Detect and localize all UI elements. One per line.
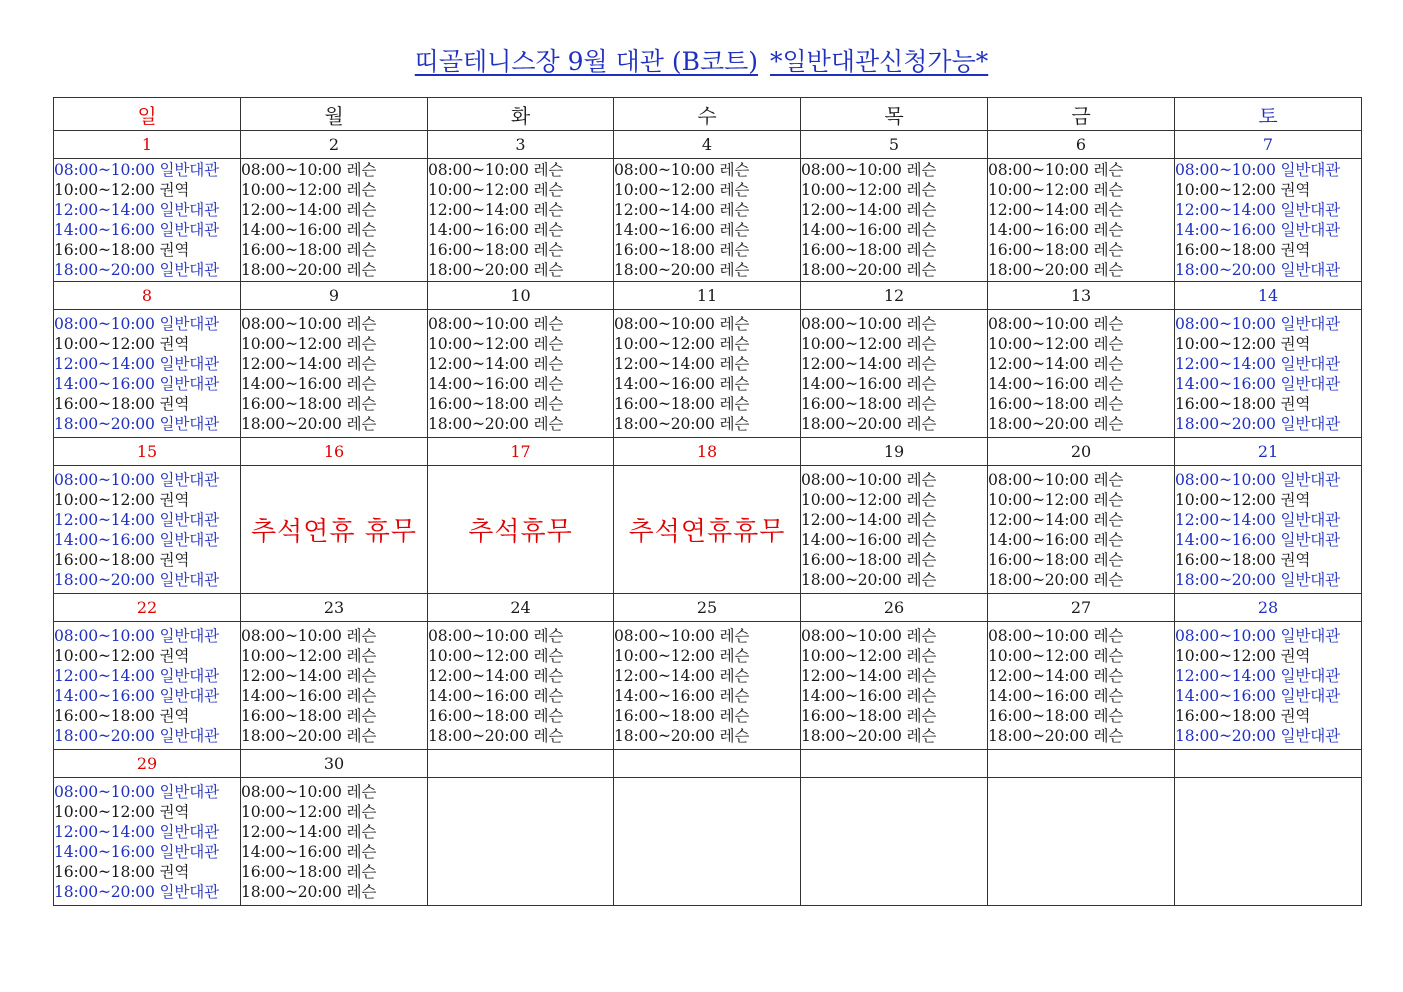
time-slot: 08:00~10:00 일반대관 [1175, 626, 1340, 645]
empty-cell [614, 778, 801, 906]
time-slot: 10:00~12:00 레슨 [988, 646, 1124, 665]
time-slot: 18:00~20:00 레슨 [988, 261, 1124, 279]
time-slot: 16:00~18:00 권역 [54, 394, 190, 413]
schedule-row [54, 778, 1362, 906]
time-slot: 08:00~10:00 레슨 [614, 161, 750, 179]
page-title [0, 42, 1403, 78]
time-slot: 16:00~18:00 권역 [1175, 706, 1311, 725]
date-number: 17 [428, 438, 614, 466]
time-slot: 12:00~14:00 일반대관 [1175, 201, 1340, 219]
schedule-cell [988, 466, 1175, 594]
time-slot: 12:00~14:00 일반대관 [54, 354, 219, 373]
time-slot: 08:00~10:00 일반대관 [1175, 161, 1340, 179]
date-number: 23 [241, 594, 428, 622]
time-slot: 18:00~20:00 일반대관 [54, 882, 219, 901]
date-number: 14 [1175, 282, 1362, 310]
time-slot: 12:00~14:00 레슨 [428, 354, 564, 373]
time-slot: 14:00~16:00 일반대관 [54, 686, 219, 705]
time-slot: 18:00~20:00 일반대관 [1175, 414, 1340, 433]
time-slot: 18:00~20:00 일반대관 [54, 726, 219, 745]
time-slot: 12:00~14:00 레슨 [801, 510, 937, 529]
time-slot: 12:00~14:00 레슨 [614, 201, 750, 219]
time-slot: 18:00~20:00 레슨 [614, 414, 750, 433]
date-number: 11 [614, 282, 801, 310]
time-slot: 14:00~16:00 일반대관 [54, 842, 219, 861]
time-slot: 12:00~14:00 레슨 [801, 201, 937, 219]
date-number: 16 [241, 438, 428, 466]
time-slot: 16:00~18:00 레슨 [241, 394, 377, 413]
time-slot: 14:00~16:00 레슨 [988, 374, 1124, 393]
time-slot: 10:00~12:00 레슨 [801, 181, 937, 199]
time-slot: 16:00~18:00 레슨 [614, 394, 750, 413]
time-slot: 12:00~14:00 일반대관 [54, 666, 219, 685]
time-slot: 16:00~18:00 레슨 [988, 241, 1124, 259]
date-number [1175, 750, 1362, 778]
schedule-cell [801, 466, 988, 594]
time-slot: 16:00~18:00 레슨 [241, 241, 377, 259]
time-slot: 10:00~12:00 권역 [54, 181, 190, 199]
time-slot: 14:00~16:00 레슨 [801, 221, 937, 239]
time-slot: 12:00~14:00 일반대관 [54, 510, 219, 529]
time-slot: 18:00~20:00 레슨 [988, 570, 1124, 589]
time-slot: 10:00~12:00 레슨 [988, 181, 1124, 199]
time-slot: 12:00~14:00 레슨 [241, 201, 377, 219]
schedule-cell [428, 159, 614, 282]
weekday-sun: 일 [54, 98, 241, 131]
schedule-row [54, 159, 1362, 282]
time-slot: 10:00~12:00 레슨 [614, 334, 750, 353]
time-slot: 10:00~12:00 레슨 [801, 490, 937, 509]
time-slot: 10:00~12:00 권역 [1175, 181, 1311, 199]
time-slot: 16:00~18:00 레슨 [988, 394, 1124, 413]
time-slot: 10:00~12:00 레슨 [428, 181, 564, 199]
time-slot: 08:00~10:00 레슨 [428, 626, 564, 645]
date-number: 9 [241, 282, 428, 310]
time-slot: 18:00~20:00 레슨 [801, 726, 937, 745]
date-number: 27 [988, 594, 1175, 622]
calendar-table [53, 97, 1362, 906]
time-slot: 16:00~18:00 권역 [54, 241, 190, 259]
time-slot: 18:00~20:00 레슨 [614, 726, 750, 745]
date-number: 20 [988, 438, 1175, 466]
date-number [428, 750, 614, 778]
time-slot: 08:00~10:00 레슨 [241, 161, 377, 179]
date-number [614, 750, 801, 778]
empty-cell [801, 778, 988, 906]
date-number: 15 [54, 438, 241, 466]
time-slot: 10:00~12:00 권역 [1175, 334, 1311, 353]
time-slot: 16:00~18:00 레슨 [801, 394, 937, 413]
time-slot: 08:00~10:00 레슨 [988, 470, 1124, 489]
time-slot: 14:00~16:00 레슨 [801, 530, 937, 549]
time-slot: 12:00~14:00 레슨 [801, 354, 937, 373]
time-slot: 08:00~10:00 레슨 [241, 626, 377, 645]
schedule-cell [988, 159, 1175, 282]
date-number: 28 [1175, 594, 1362, 622]
date-number: 13 [988, 282, 1175, 310]
time-slot: 08:00~10:00 레슨 [428, 314, 564, 333]
time-slot: 14:00~16:00 레슨 [988, 530, 1124, 549]
time-slot: 08:00~10:00 레슨 [988, 161, 1124, 179]
date-number [801, 750, 988, 778]
time-slot: 16:00~18:00 레슨 [614, 241, 750, 259]
time-slot: 08:00~10:00 레슨 [988, 626, 1124, 645]
time-slot: 16:00~18:00 권역 [1175, 394, 1311, 413]
date-number: 1 [54, 131, 241, 159]
date-number: 22 [54, 594, 241, 622]
time-slot: 18:00~20:00 레슨 [428, 414, 564, 433]
schedule-cell [801, 622, 988, 750]
schedule-cell [614, 310, 801, 438]
time-slot: 18:00~20:00 레슨 [801, 261, 937, 279]
time-slot: 08:00~10:00 레슨 [614, 314, 750, 333]
weekday-wed: 수 [614, 98, 801, 131]
time-slot: 08:00~10:00 일반대관 [54, 314, 219, 333]
date-number: 26 [801, 594, 988, 622]
time-slot: 18:00~20:00 레슨 [428, 726, 564, 745]
weekday-header-row [54, 98, 1362, 131]
time-slot: 14:00~16:00 일반대관 [54, 530, 219, 549]
time-slot: 12:00~14:00 일반대관 [54, 822, 219, 841]
weekday-fri: 금 [988, 98, 1175, 131]
schedule-cell [241, 310, 428, 438]
time-slot: 12:00~14:00 레슨 [801, 666, 937, 685]
time-slot: 10:00~12:00 권역 [1175, 646, 1311, 665]
time-slot: 10:00~12:00 권역 [54, 646, 190, 665]
time-slot: 16:00~18:00 레슨 [801, 241, 937, 259]
time-slot: 10:00~12:00 레슨 [614, 646, 750, 665]
time-slot: 18:00~20:00 레슨 [241, 414, 377, 433]
schedule-cell [1175, 466, 1362, 594]
time-slot: 08:00~10:00 일반대관 [54, 161, 219, 179]
time-slot: 10:00~12:00 레슨 [988, 334, 1124, 353]
date-row [54, 438, 1362, 466]
time-slot: 16:00~18:00 레슨 [614, 706, 750, 725]
schedule-cell [241, 159, 428, 282]
time-slot: 14:00~16:00 레슨 [241, 686, 377, 705]
time-slot: 08:00~10:00 레슨 [614, 626, 750, 645]
time-slot: 18:00~20:00 일반대관 [1175, 261, 1340, 279]
time-slot: 14:00~16:00 레슨 [988, 686, 1124, 705]
time-slot: 16:00~18:00 레슨 [801, 550, 937, 569]
time-slot: 12:00~14:00 레슨 [614, 354, 750, 373]
time-slot: 14:00~16:00 레슨 [428, 686, 564, 705]
calendar-body [54, 131, 1362, 906]
schedule-cell [428, 622, 614, 750]
time-slot: 14:00~16:00 일반대관 [1175, 686, 1340, 705]
time-slot: 08:00~10:00 레슨 [241, 314, 377, 333]
time-slot: 14:00~16:00 일반대관 [54, 221, 219, 239]
time-slot: 10:00~12:00 권역 [54, 334, 190, 353]
time-slot: 14:00~16:00 레슨 [801, 374, 937, 393]
date-number: 25 [614, 594, 801, 622]
weekday-mon: 월 [241, 98, 428, 131]
holiday-cell: 추석휴무 [428, 466, 614, 594]
time-slot: 10:00~12:00 권역 [54, 802, 190, 821]
schedule-cell [428, 310, 614, 438]
time-slot: 18:00~20:00 레슨 [801, 570, 937, 589]
schedule-cell [614, 622, 801, 750]
date-number: 21 [1175, 438, 1362, 466]
time-slot: 10:00~12:00 레슨 [428, 334, 564, 353]
date-number: 7 [1175, 131, 1362, 159]
time-slot: 10:00~12:00 레슨 [428, 646, 564, 665]
time-slot: 12:00~14:00 일반대관 [54, 201, 219, 219]
date-row [54, 594, 1362, 622]
schedule-cell [1175, 622, 1362, 750]
date-number: 29 [54, 750, 241, 778]
time-slot: 14:00~16:00 레슨 [801, 686, 937, 705]
time-slot: 08:00~10:00 레슨 [241, 782, 377, 801]
date-number: 2 [241, 131, 428, 159]
time-slot: 16:00~18:00 레슨 [428, 394, 564, 413]
time-slot: 08:00~10:00 일반대관 [1175, 314, 1340, 333]
weekday-thu: 목 [801, 98, 988, 131]
time-slot: 14:00~16:00 레슨 [241, 221, 377, 239]
time-slot: 08:00~10:00 레슨 [801, 626, 937, 645]
date-number [988, 750, 1175, 778]
holiday-cell: 추석연휴휴무 [614, 466, 801, 594]
time-slot: 10:00~12:00 레슨 [801, 646, 937, 665]
date-row [54, 750, 1362, 778]
time-slot: 16:00~18:00 권역 [1175, 550, 1311, 569]
time-slot: 18:00~20:00 일반대관 [54, 414, 219, 433]
time-slot: 18:00~20:00 레슨 [241, 261, 377, 279]
schedule-cell [241, 778, 428, 906]
time-slot: 12:00~14:00 레슨 [614, 666, 750, 685]
date-number: 5 [801, 131, 988, 159]
time-slot: 10:00~12:00 권역 [54, 490, 190, 509]
time-slot: 08:00~10:00 일반대관 [54, 626, 219, 645]
schedule-cell [801, 159, 988, 282]
time-slot: 18:00~20:00 일반대관 [1175, 726, 1340, 745]
schedule-row [54, 622, 1362, 750]
time-slot: 18:00~20:00 레슨 [428, 261, 564, 279]
date-number: 8 [54, 282, 241, 310]
schedule-cell [614, 159, 801, 282]
date-number: 30 [241, 750, 428, 778]
empty-cell [988, 778, 1175, 906]
time-slot: 12:00~14:00 레슨 [988, 510, 1124, 529]
weekday-sat: 토 [1175, 98, 1362, 131]
time-slot: 12:00~14:00 레슨 [988, 666, 1124, 685]
time-slot: 14:00~16:00 레슨 [988, 221, 1124, 239]
time-slot: 12:00~14:00 레슨 [428, 201, 564, 219]
time-slot: 08:00~10:00 일반대관 [1175, 470, 1340, 489]
time-slot: 10:00~12:00 권역 [1175, 490, 1311, 509]
time-slot: 12:00~14:00 레슨 [241, 666, 377, 685]
time-slot: 14:00~16:00 레슨 [614, 686, 750, 705]
date-number: 10 [428, 282, 614, 310]
title-main: 띠골테니스장 9월 대관 (B코트) [414, 47, 759, 76]
time-slot: 10:00~12:00 레슨 [241, 802, 377, 821]
date-number: 12 [801, 282, 988, 310]
time-slot: 16:00~18:00 레슨 [801, 706, 937, 725]
time-slot: 08:00~10:00 레슨 [801, 470, 937, 489]
time-slot: 14:00~16:00 레슨 [428, 221, 564, 239]
empty-cell [428, 778, 614, 906]
time-slot: 12:00~14:00 레슨 [988, 201, 1124, 219]
time-slot: 14:00~16:00 레슨 [614, 221, 750, 239]
schedule-row [54, 466, 1362, 594]
schedule-cell [54, 310, 241, 438]
time-slot: 18:00~20:00 일반대관 [1175, 570, 1340, 589]
time-slot: 16:00~18:00 레슨 [428, 706, 564, 725]
schedule-cell [54, 466, 241, 594]
time-slot: 18:00~20:00 레슨 [988, 414, 1124, 433]
schedule-cell [801, 310, 988, 438]
time-slot: 12:00~14:00 레슨 [241, 822, 377, 841]
time-slot: 08:00~10:00 일반대관 [54, 470, 219, 489]
time-slot: 16:00~18:00 레슨 [988, 550, 1124, 569]
time-slot: 08:00~10:00 레슨 [428, 161, 564, 179]
time-slot: 12:00~14:00 레슨 [988, 354, 1124, 373]
date-number: 18 [614, 438, 801, 466]
time-slot: 10:00~12:00 레슨 [241, 646, 377, 665]
date-row [54, 131, 1362, 159]
time-slot: 18:00~20:00 레슨 [241, 882, 377, 901]
time-slot: 12:00~14:00 일반대관 [1175, 510, 1340, 529]
time-slot: 16:00~18:00 레슨 [988, 706, 1124, 725]
schedule-cell [54, 159, 241, 282]
schedule-cell [241, 622, 428, 750]
time-slot: 18:00~20:00 레슨 [801, 414, 937, 433]
time-slot: 16:00~18:00 레슨 [241, 862, 377, 881]
time-slot: 18:00~20:00 일반대관 [54, 570, 219, 589]
time-slot: 14:00~16:00 레슨 [614, 374, 750, 393]
time-slot: 14:00~16:00 일반대관 [1175, 530, 1340, 549]
time-slot: 16:00~18:00 권역 [54, 550, 190, 569]
title-sub: *일반대관신청가능* [770, 47, 989, 76]
time-slot: 12:00~14:00 레슨 [241, 354, 377, 373]
time-slot: 08:00~10:00 일반대관 [54, 782, 219, 801]
time-slot: 10:00~12:00 레슨 [614, 181, 750, 199]
weekday-tue: 화 [428, 98, 614, 131]
time-slot: 14:00~16:00 레슨 [241, 374, 377, 393]
time-slot: 14:00~16:00 일반대관 [54, 374, 219, 393]
time-slot: 18:00~20:00 레슨 [241, 726, 377, 745]
time-slot: 10:00~12:00 레슨 [801, 334, 937, 353]
date-number: 24 [428, 594, 614, 622]
schedule-cell [988, 622, 1175, 750]
date-number: 3 [428, 131, 614, 159]
time-slot: 16:00~18:00 권역 [54, 862, 190, 881]
time-slot: 10:00~12:00 레슨 [241, 181, 377, 199]
empty-cell [1175, 778, 1362, 906]
time-slot: 14:00~16:00 일반대관 [1175, 221, 1340, 239]
date-number: 6 [988, 131, 1175, 159]
date-number: 19 [801, 438, 988, 466]
holiday-cell: 추석연휴 휴무 [241, 466, 428, 594]
time-slot: 08:00~10:00 레슨 [801, 314, 937, 333]
time-slot: 18:00~20:00 레슨 [614, 261, 750, 279]
time-slot: 16:00~18:00 권역 [1175, 241, 1311, 259]
time-slot: 18:00~20:00 일반대관 [54, 261, 219, 279]
time-slot: 12:00~14:00 일반대관 [1175, 666, 1340, 685]
time-slot: 14:00~16:00 일반대관 [1175, 374, 1340, 393]
schedule-cell [1175, 310, 1362, 438]
time-slot: 10:00~12:00 레슨 [241, 334, 377, 353]
time-slot: 14:00~16:00 레슨 [241, 842, 377, 861]
time-slot: 18:00~20:00 레슨 [988, 726, 1124, 745]
date-row [54, 282, 1362, 310]
time-slot: 12:00~14:00 일반대관 [1175, 354, 1340, 373]
schedule-cell [988, 310, 1175, 438]
schedule-cell [54, 622, 241, 750]
schedule-cell [54, 778, 241, 906]
time-slot: 16:00~18:00 권역 [54, 706, 190, 725]
time-slot: 12:00~14:00 레슨 [428, 666, 564, 685]
time-slot: 16:00~18:00 레슨 [241, 706, 377, 725]
time-slot: 10:00~12:00 레슨 [988, 490, 1124, 509]
time-slot: 08:00~10:00 레슨 [988, 314, 1124, 333]
schedule-row [54, 310, 1362, 438]
time-slot: 08:00~10:00 레슨 [801, 161, 937, 179]
date-number: 4 [614, 131, 801, 159]
time-slot: 16:00~18:00 레슨 [428, 241, 564, 259]
time-slot: 14:00~16:00 레슨 [428, 374, 564, 393]
schedule-cell [1175, 159, 1362, 282]
